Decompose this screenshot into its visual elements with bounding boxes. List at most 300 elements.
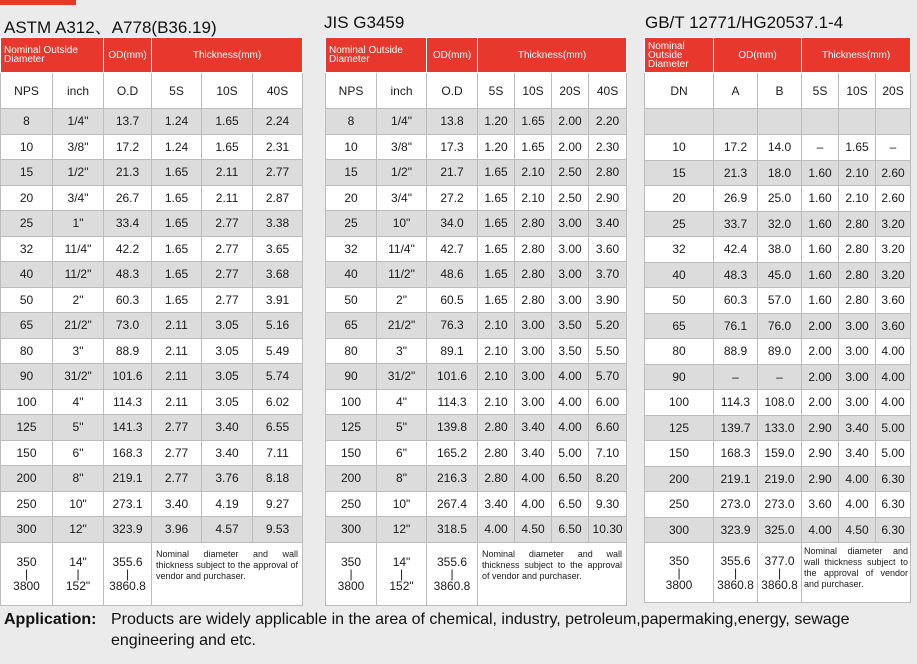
column-header: 5S [802, 73, 839, 109]
table-cell: 3.00 [839, 390, 876, 416]
table-cell: 48.6 [427, 262, 478, 288]
table-row [645, 262, 911, 288]
table-cell: 2.80 [515, 287, 552, 313]
table-cell: 100 [326, 389, 377, 415]
table-cell: 3.38 [253, 211, 303, 237]
table-cell: – [876, 135, 911, 161]
table-cell: 3.00 [839, 364, 876, 390]
table-cell: 200 [1, 466, 53, 492]
table-cell: 40 [645, 262, 714, 288]
table-cell: 2.00 [802, 364, 839, 390]
table-cell: 2.10 [839, 186, 876, 212]
table-row [1, 440, 303, 466]
table-cell: 2.80 [515, 236, 552, 262]
table-cell: 2.00 [802, 390, 839, 416]
table-cell: 2.90 [802, 415, 839, 441]
table-cell: 25 [645, 211, 714, 237]
range-cell: 355.6 | 3860.8 [714, 543, 758, 603]
table-row [1, 211, 303, 237]
table-cell: 5.16 [253, 313, 303, 339]
table-cell: 3.40 [515, 440, 552, 466]
column-header: 10S [839, 73, 876, 109]
table-cell: 2.90 [802, 466, 839, 492]
table-cell: 57.0 [758, 288, 802, 314]
table-cell: 1.65 [478, 236, 515, 262]
application-label: Application: [4, 611, 97, 628]
table-cell: 3/4" [377, 185, 427, 211]
table-cell: 2.50 [552, 160, 589, 186]
table-cell: 9.27 [253, 491, 303, 517]
table-cell: 165.2 [427, 440, 478, 466]
table-row [645, 237, 911, 263]
table-cell: 42.4 [714, 237, 758, 263]
table-cell: 11/2" [53, 262, 104, 288]
table-cell: 3.05 [202, 313, 253, 339]
table-cell: 325.0 [758, 517, 802, 543]
table-cell: 60.3 [104, 287, 152, 313]
table-cell: 318.5 [427, 517, 478, 543]
table-row [1, 236, 303, 262]
table-cell: 2.80 [839, 288, 876, 314]
table-cell: 3.00 [839, 339, 876, 365]
table-row [326, 415, 627, 441]
column-header: inch [53, 73, 104, 109]
table-cell: 2.80 [478, 440, 515, 466]
table-cell: 6.50 [552, 517, 589, 543]
table-row [326, 389, 627, 415]
table-cell: 88.9 [714, 339, 758, 365]
jis-table-title: JIS G3459 [324, 13, 405, 32]
table-cell: 300 [1, 517, 53, 543]
table-cell: 4.00 [876, 339, 911, 365]
table-cell: 2.11 [202, 160, 253, 186]
table-cell: 1.60 [802, 288, 839, 314]
table-cell: 2.80 [478, 415, 515, 441]
table-row [645, 441, 911, 467]
table-row [326, 211, 627, 237]
table-cell: 10.30 [589, 517, 627, 543]
table-cell: 14.0 [758, 135, 802, 161]
column-header-row [645, 73, 911, 109]
table-cell: 12" [377, 517, 427, 543]
table-cell: 3.20 [876, 211, 911, 237]
table-cell: 273.0 [714, 492, 758, 518]
table-cell: 15 [326, 160, 377, 186]
astm-table-title: ASTM A312、A778(B36.19) [4, 18, 217, 37]
table-cell: 1.65 [478, 185, 515, 211]
thickness-header: Thickness(mm) [478, 38, 627, 73]
table-row [645, 364, 911, 390]
table-cell: 273.1 [104, 491, 152, 517]
table-row-range [645, 543, 911, 603]
table-cell: 80 [326, 338, 377, 364]
column-header: 40S [589, 73, 627, 109]
table-row [1, 389, 303, 415]
table-cell: 1.65 [478, 262, 515, 288]
table-cell: 2" [53, 287, 104, 313]
table-cell: 3.00 [515, 364, 552, 390]
column-header: B [758, 73, 802, 109]
od-header: OD(mm) [427, 38, 478, 73]
table-cell: 6.00 [589, 389, 627, 415]
table-cell: 2.80 [478, 466, 515, 492]
table-cell: 40 [326, 262, 377, 288]
range-cell: 14" | 152" [53, 542, 104, 605]
table-cell: 33.4 [104, 211, 152, 237]
table-cell: 20 [645, 186, 714, 212]
table-cell: 3/8" [377, 134, 427, 160]
table-cell: 2.77 [202, 262, 253, 288]
table-cell: 5.20 [589, 313, 627, 339]
table-cell: 2.50 [552, 185, 589, 211]
table-cell: – [802, 135, 839, 161]
table-cell: 9.30 [589, 491, 627, 517]
table-cell: 2.77 [152, 440, 202, 466]
table-cell: 1.60 [802, 237, 839, 263]
table-row [645, 492, 911, 518]
table-cell: 25 [1, 211, 53, 237]
table-cell: 10 [326, 134, 377, 160]
table-cell: 3.60 [589, 236, 627, 262]
column-header: NPS [1, 73, 53, 109]
table-cell: 114.3 [104, 389, 152, 415]
table-cell: 141.3 [104, 415, 152, 441]
table-cell: – [714, 364, 758, 390]
table-cell: 1.65 [152, 236, 202, 262]
table-cell: 65 [1, 313, 53, 339]
table-cell: 2.10 [478, 364, 515, 390]
table-cell: 2.11 [152, 313, 202, 339]
table-cell: 26.7 [104, 185, 152, 211]
column-header: 20S [552, 73, 589, 109]
gbt-table-title: GB/T 12771/HG20537.1-4 [645, 13, 844, 32]
table-row [326, 109, 627, 135]
table-cell: 1.65 [152, 287, 202, 313]
table-cell: 34.0 [427, 211, 478, 237]
table-cell: 7.10 [589, 440, 627, 466]
table-cell: 300 [645, 517, 714, 543]
table-cell: 2.77 [202, 236, 253, 262]
table-header-row [326, 38, 627, 73]
table-cell: 10 [1, 134, 53, 160]
gbt-data-rows [645, 135, 911, 543]
table-cell: 73.0 [104, 313, 152, 339]
table-row [326, 262, 627, 288]
table-cell: 2.77 [202, 211, 253, 237]
table-cell: 1.65 [478, 211, 515, 237]
table-cell: 90 [326, 364, 377, 390]
column-header: O.D [427, 73, 478, 109]
table-cell: 65 [326, 313, 377, 339]
table-cell: 1.65 [152, 262, 202, 288]
table-cell: 100 [645, 390, 714, 416]
table-cell: 219.0 [758, 466, 802, 492]
range-cell: 355.6 | 3860.8 [104, 542, 152, 605]
table-cell: 2.00 [802, 339, 839, 365]
table-row-blank [645, 109, 911, 135]
table-cell: 2.77 [152, 415, 202, 441]
table-cell: 3.60 [802, 492, 839, 518]
column-header: NPS [326, 73, 377, 109]
table-cell: 1.65 [202, 109, 253, 135]
table-cell: 40 [1, 262, 53, 288]
table-cell: 65 [645, 313, 714, 339]
table-cell: 1.24 [152, 109, 202, 135]
table-cell: 4.00 [839, 492, 876, 518]
table-cell: 17.2 [104, 134, 152, 160]
table-cell: 13.7 [104, 109, 152, 135]
column-header: 10S [202, 73, 253, 109]
table-header-row [645, 38, 911, 73]
table-cell: 273.0 [758, 492, 802, 518]
table-row [326, 287, 627, 313]
table-cell: 11/4" [53, 236, 104, 262]
jis-table [325, 37, 627, 606]
table-row [326, 236, 627, 262]
table-cell: 2.10 [515, 160, 552, 186]
table-cell: – [758, 364, 802, 390]
range-cell: 350 | 3800 [645, 543, 714, 603]
table-cell: 1.65 [478, 287, 515, 313]
table-cell: 1.65 [152, 185, 202, 211]
table-row [1, 109, 303, 135]
table-cell: 3/8" [53, 134, 104, 160]
table-cell: 27.2 [427, 185, 478, 211]
table-row [1, 338, 303, 364]
jis-data-rows [326, 109, 627, 543]
table-cell: 323.9 [714, 517, 758, 543]
table-cell: 3.60 [876, 288, 911, 314]
table-cell: 3.76 [202, 466, 253, 492]
table-cell: 1.20 [478, 134, 515, 160]
table-row [326, 160, 627, 186]
od-header: OD(mm) [714, 38, 802, 73]
table-row [1, 313, 303, 339]
table-row [326, 491, 627, 517]
table-cell: 3.60 [876, 313, 911, 339]
table-row [326, 185, 627, 211]
table-cell: 219.1 [104, 466, 152, 492]
table-cell: 3" [53, 338, 104, 364]
table-cell: 11/2" [377, 262, 427, 288]
table-cell: 323.9 [104, 517, 152, 543]
table-cell: 3.40 [202, 440, 253, 466]
table-cell: 1/2" [377, 160, 427, 186]
table-header-row [1, 38, 303, 73]
table-cell: 2.30 [589, 134, 627, 160]
column-header: O.D [104, 73, 152, 109]
table-cell: 5.74 [253, 364, 303, 390]
table-cell: 42.7 [427, 236, 478, 262]
table-cell: 20 [326, 185, 377, 211]
table-row [326, 338, 627, 364]
table-cell: 2.11 [152, 389, 202, 415]
table-cell: 6.30 [876, 466, 911, 492]
table-cell: 2.20 [589, 109, 627, 135]
table-row [645, 339, 911, 365]
table-cell: 38.0 [758, 237, 802, 263]
column-header-row [1, 73, 303, 109]
table-cell: 3.00 [515, 313, 552, 339]
table-cell: 1.65 [152, 160, 202, 186]
table-cell: 15 [1, 160, 53, 186]
table-cell: 21.7 [427, 160, 478, 186]
table-cell: 4.00 [802, 517, 839, 543]
table-cell: 1.65 [202, 134, 253, 160]
table-cell: 80 [1, 338, 53, 364]
table-row [645, 313, 911, 339]
table-row [1, 262, 303, 288]
table-cell: 21.3 [714, 160, 758, 186]
table-cell: 11/4" [377, 236, 427, 262]
table-cell: 48.3 [104, 262, 152, 288]
table-row [1, 466, 303, 492]
table-cell: 76.3 [427, 313, 478, 339]
note-cell: Nominal diameter and wall thickness subject to the approval of vendor and purchaser. [478, 542, 627, 605]
table-cell: 32 [1, 236, 53, 262]
table-cell: 4.00 [839, 466, 876, 492]
table-row [326, 364, 627, 390]
table-cell: 1.65 [515, 134, 552, 160]
table-cell: 2.77 [253, 160, 303, 186]
table-cell: 32.0 [758, 211, 802, 237]
table-cell: 1.65 [478, 160, 515, 186]
note-cell: Nominal diameter and wall thickness subject to the approval of vendor and purchaser. [802, 543, 911, 603]
table-row [326, 313, 627, 339]
table-cell: 89.0 [758, 339, 802, 365]
table-cell: 1.60 [802, 211, 839, 237]
table-cell: 101.6 [104, 364, 152, 390]
table-cell: 3.40 [478, 491, 515, 517]
table-row [645, 135, 911, 161]
table-cell: 114.3 [714, 390, 758, 416]
table-cell: 31/2" [377, 364, 427, 390]
table-cell: 4.57 [202, 517, 253, 543]
thickness-header: Thickness(mm) [152, 38, 303, 73]
table-row [1, 491, 303, 517]
table-cell: 3.40 [839, 441, 876, 467]
table-cell: 3.68 [253, 262, 303, 288]
table-row-range [326, 542, 627, 605]
table-cell: 45.0 [758, 262, 802, 288]
table-cell: 9.53 [253, 517, 303, 543]
table-cell: 2.24 [253, 109, 303, 135]
table-cell: 6.60 [589, 415, 627, 441]
table-cell: 32 [326, 236, 377, 262]
table-cell: 2.00 [552, 109, 589, 135]
table-cell: 2.80 [515, 262, 552, 288]
table-cell: 4.00 [552, 415, 589, 441]
table-cell: 13.8 [427, 109, 478, 135]
table-cell: 6.30 [876, 492, 911, 518]
range-cell: 14" | 152" [377, 542, 427, 605]
table-cell: 50 [326, 287, 377, 313]
table-cell: 4" [53, 389, 104, 415]
table-cell: 1.65 [839, 135, 876, 161]
table-cell: 168.3 [714, 441, 758, 467]
table-row [1, 185, 303, 211]
table-cell: 2.10 [478, 313, 515, 339]
table-cell: 1/4" [377, 109, 427, 135]
table-cell: 12" [53, 517, 104, 543]
table-cell: 2.00 [802, 313, 839, 339]
table-cell: 3.96 [152, 517, 202, 543]
table-cell: 17.3 [427, 134, 478, 160]
table-row-range [1, 542, 303, 605]
table-cell: 6.55 [253, 415, 303, 441]
table-cell: 3.00 [515, 338, 552, 364]
column-header: 20S [876, 73, 911, 109]
table-cell: 3.91 [253, 287, 303, 313]
column-header: 10S [515, 73, 552, 109]
table-cell: 8" [377, 466, 427, 492]
table-cell: 4.50 [839, 517, 876, 543]
table-cell: 10" [53, 491, 104, 517]
table-cell: 4.00 [876, 364, 911, 390]
table-cell: 2.10 [478, 389, 515, 415]
table-row [645, 160, 911, 186]
table-cell: 18.0 [758, 160, 802, 186]
table-cell: 89.1 [427, 338, 478, 364]
table-row [326, 440, 627, 466]
table-cell: 2.60 [876, 186, 911, 212]
table-cell: 4.00 [876, 390, 911, 416]
table-cell: 5.50 [589, 338, 627, 364]
table-cell: 6.50 [552, 466, 589, 492]
table-cell: 4.00 [552, 389, 589, 415]
table-cell: 2.90 [802, 441, 839, 467]
table-cell: 8.18 [253, 466, 303, 492]
table-row [326, 517, 627, 543]
table-row [326, 466, 627, 492]
table-cell: 2.80 [839, 262, 876, 288]
table-row [1, 160, 303, 186]
table-cell: 26.9 [714, 186, 758, 212]
table-row [1, 415, 303, 441]
table-cell: 2.11 [202, 185, 253, 211]
table-cell: 6.30 [876, 517, 911, 543]
table-cell: 2.00 [552, 134, 589, 160]
table-cell: 2.80 [839, 237, 876, 263]
table-cell: 3" [377, 338, 427, 364]
table-cell: 60.5 [427, 287, 478, 313]
table-cell: 2.87 [253, 185, 303, 211]
table-cell: 2.77 [202, 287, 253, 313]
table-row [645, 390, 911, 416]
table-cell: 8" [53, 466, 104, 492]
table-cell: 32 [645, 237, 714, 263]
table-cell: 4.50 [515, 517, 552, 543]
table-cell: 2.60 [876, 160, 911, 186]
table-cell: 25.0 [758, 186, 802, 212]
table-cell: 1.20 [478, 109, 515, 135]
table-cell: 200 [326, 466, 377, 492]
table-cell: 219.1 [714, 466, 758, 492]
table-cell: 2.10 [515, 185, 552, 211]
table-cell: 3.00 [552, 211, 589, 237]
nominal-header: Nominal Outside Diameter [1, 38, 104, 73]
table-cell: 3.40 [839, 415, 876, 441]
table-cell: 114.3 [427, 389, 478, 415]
column-header: A [714, 73, 758, 109]
table-cell: 3.05 [202, 338, 253, 364]
table-row [645, 517, 911, 543]
table-cell: 250 [645, 492, 714, 518]
table-cell: 21/2" [53, 313, 104, 339]
table-cell: 20 [1, 185, 53, 211]
table-cell: 2.11 [152, 364, 202, 390]
table-row [645, 288, 911, 314]
